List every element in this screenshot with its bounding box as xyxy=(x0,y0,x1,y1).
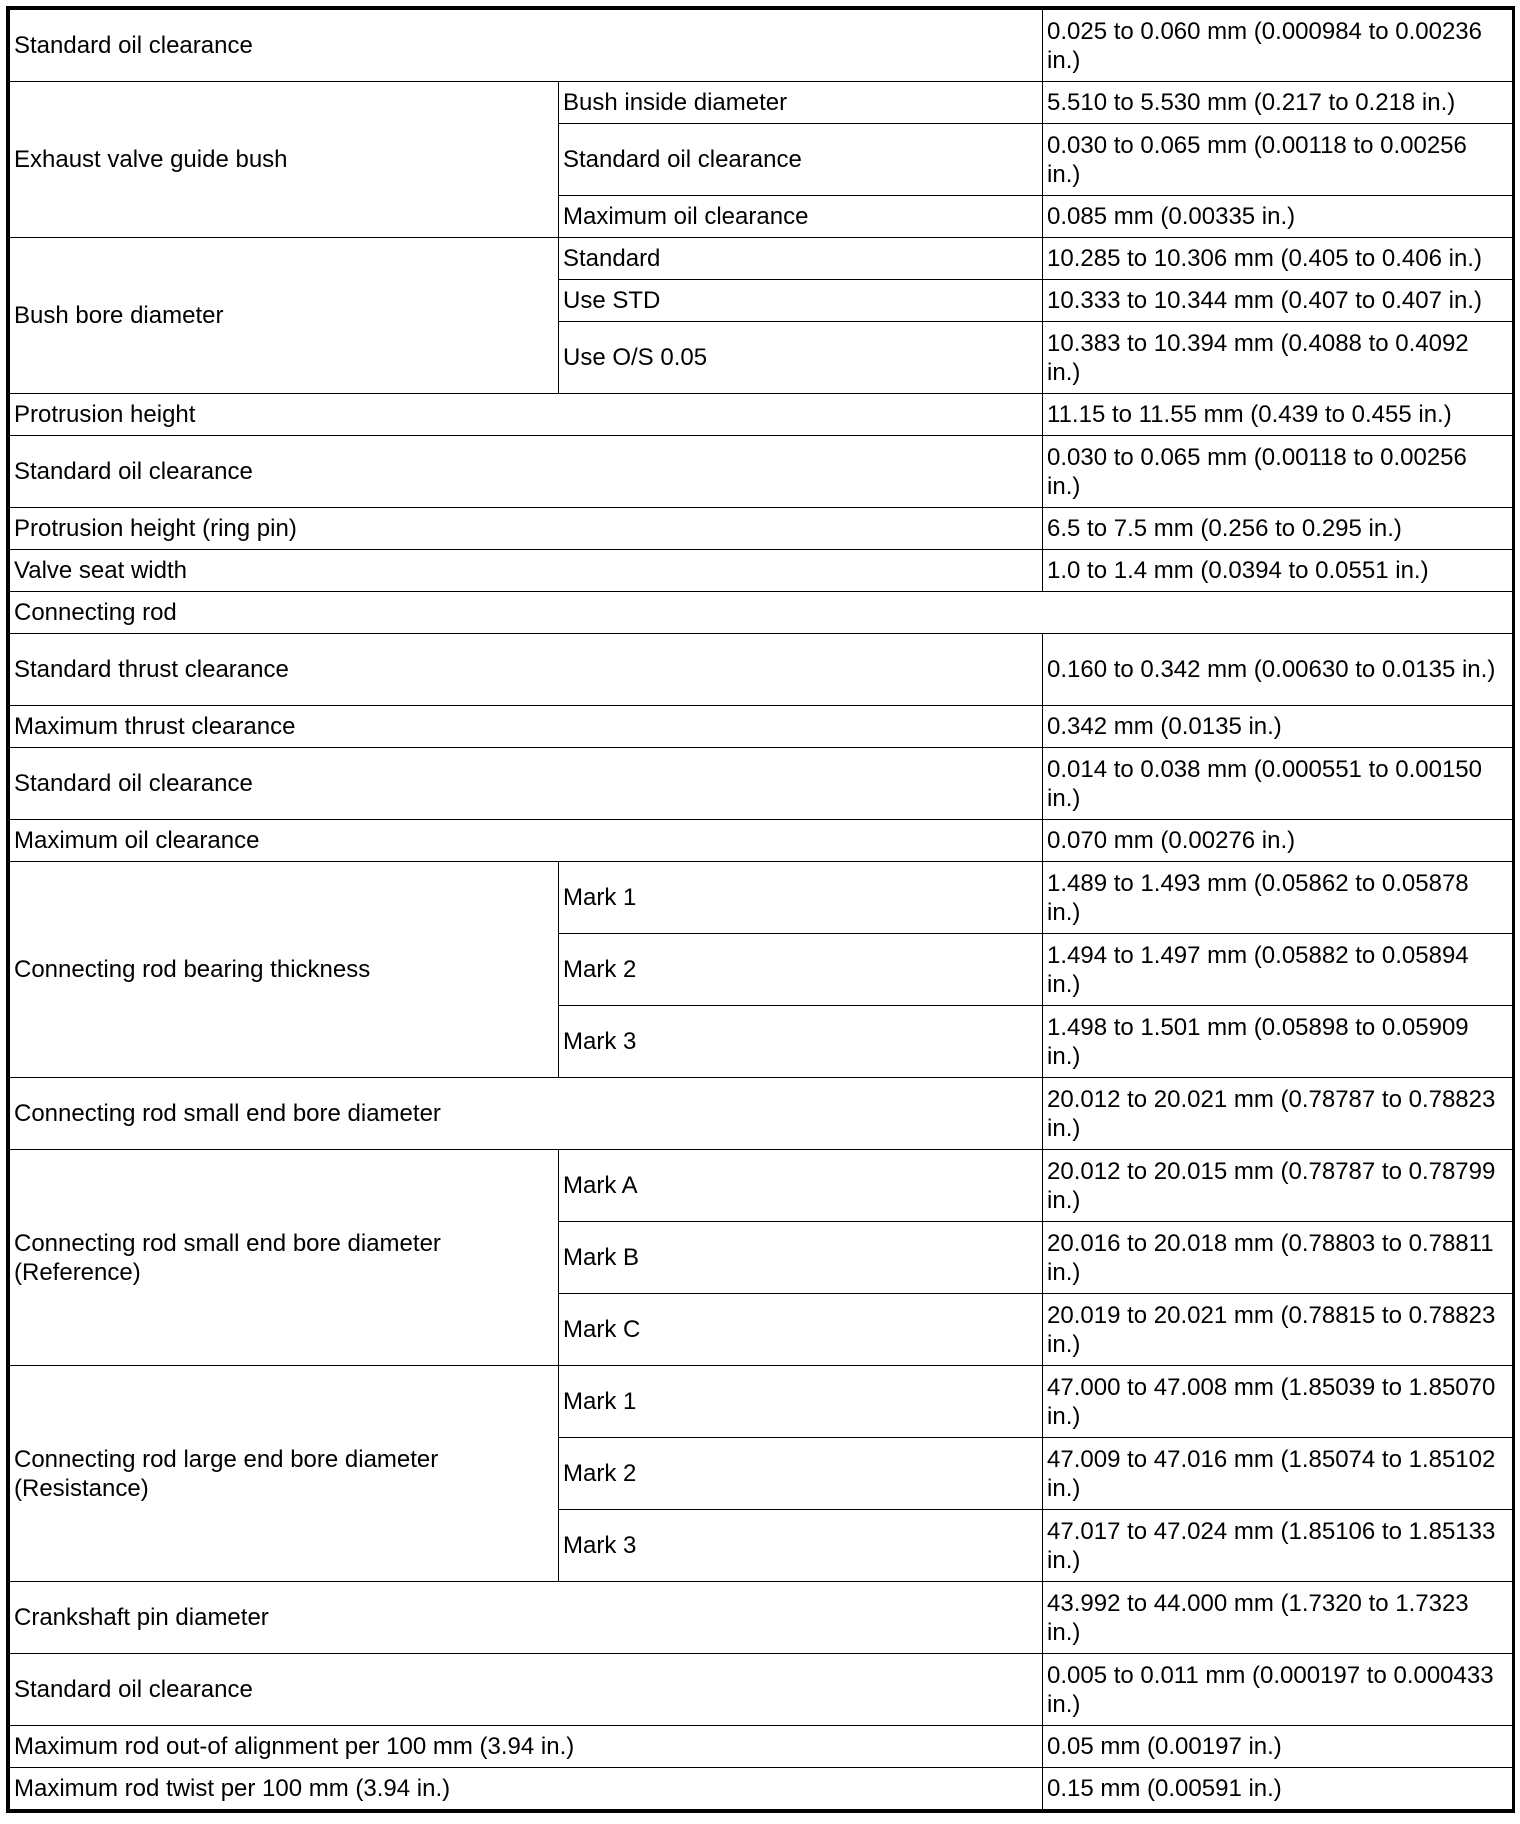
spec-subitem-cell: Mark B xyxy=(559,1222,1043,1294)
table-row xyxy=(10,238,1513,280)
table-row xyxy=(10,394,1513,436)
spec-value-cell: 0.085 mm (0.00335 in.) xyxy=(1043,196,1513,238)
spec-item-cell: Standard oil clearance xyxy=(10,436,1043,508)
table-row xyxy=(10,1150,1513,1222)
table-row xyxy=(10,1582,1513,1654)
table-row xyxy=(10,1366,1513,1438)
section-heading-cell: Connecting rod xyxy=(10,592,1513,634)
spec-subitem-cell: Standard oil clearance xyxy=(559,124,1043,196)
spec-subitem-cell: Standard xyxy=(559,238,1043,280)
spec-value-cell: 5.510 to 5.530 mm (0.217 to 0.218 in.) xyxy=(1043,82,1513,124)
spec-value-cell: 1.489 to 1.493 mm (0.05862 to 0.05878 in.) xyxy=(1043,862,1513,934)
table-row xyxy=(10,1654,1513,1726)
spec-item-cell: Standard oil clearance xyxy=(10,748,1043,820)
spec-value-cell: 20.019 to 20.021 mm (0.78815 to 0.78823 in.) xyxy=(1043,1294,1513,1366)
spec-subitem-cell: Maximum oil clearance xyxy=(559,196,1043,238)
spec-value-cell: 0.030 to 0.065 mm (0.00118 to 0.00256 in.) xyxy=(1043,124,1513,196)
spec-item-cell: Standard oil clearance xyxy=(10,10,1043,82)
table-row xyxy=(10,592,1513,634)
spec-value-cell: 0.030 to 0.065 mm (0.00118 to 0.00256 in.) xyxy=(1043,436,1513,508)
spec-group-cell: Bush bore diameter xyxy=(10,238,559,394)
spec-value-cell: 0.15 mm (0.00591 in.) xyxy=(1043,1768,1513,1810)
spec-value-cell: 10.333 to 10.344 mm (0.407 to 0.407 in.) xyxy=(1043,280,1513,322)
table-row xyxy=(10,748,1513,820)
spec-item-cell: Connecting rod small end bore diameter xyxy=(10,1078,1043,1150)
spec-subitem-cell: Mark 2 xyxy=(559,1438,1043,1510)
spec-item-cell: Maximum thrust clearance xyxy=(10,706,1043,748)
spec-item-cell: Standard thrust clearance xyxy=(10,634,1043,706)
spec-value-cell: 10.383 to 10.394 mm (0.4088 to 0.4092 in.) xyxy=(1043,322,1513,394)
spec-subitem-cell: Mark C xyxy=(559,1294,1043,1366)
spec-subitem-cell: Mark A xyxy=(559,1150,1043,1222)
spec-value-cell: 0.160 to 0.342 mm (0.00630 to 0.0135 in.) xyxy=(1043,634,1513,706)
spec-item-cell: Maximum oil clearance xyxy=(10,820,1043,862)
spec-value-cell: 1.498 to 1.501 mm (0.05898 to 0.05909 in.) xyxy=(1043,1006,1513,1078)
spec-item-cell: Standard oil clearance xyxy=(10,1654,1043,1726)
spec-subitem-cell: Use O/S 0.05 xyxy=(559,322,1043,394)
spec-value-cell: 20.016 to 20.018 mm (0.78803 to 0.78811 in.) xyxy=(1043,1222,1513,1294)
table-row xyxy=(10,1768,1513,1810)
spec-value-cell: 0.014 to 0.038 mm (0.000551 to 0.00150 in.) xyxy=(1043,748,1513,820)
spec-value-cell: 0.025 to 0.060 mm (0.000984 to 0.00236 in.) xyxy=(1043,10,1513,82)
table-row xyxy=(10,1726,1513,1768)
spec-item-cell: Crankshaft pin diameter xyxy=(10,1582,1043,1654)
spec-item-cell: Valve seat width xyxy=(10,550,1043,592)
spec-value-cell: 0.05 mm (0.00197 in.) xyxy=(1043,1726,1513,1768)
spec-subitem-cell: Mark 2 xyxy=(559,934,1043,1006)
spec-table xyxy=(9,9,1513,1810)
spec-group-cell: Connecting rod bearing thickness xyxy=(10,862,559,1078)
spec-item-cell: Maximum rod out-of alignment per 100 mm (3.94 in.) xyxy=(10,1726,1043,1768)
spec-value-cell: 11.15 to 11.55 mm (0.439 to 0.455 in.) xyxy=(1043,394,1513,436)
spec-value-cell: 43.992 to 44.000 mm (1.7320 to 1.7323 in.) xyxy=(1043,1582,1513,1654)
spec-item-cell: Protrusion height (ring pin) xyxy=(10,508,1043,550)
spec-group-cell: Connecting rod large end bore diameter (Resistance) xyxy=(10,1366,559,1582)
spec-value-cell: 1.494 to 1.497 mm (0.05882 to 0.05894 in.) xyxy=(1043,934,1513,1006)
spec-value-cell: 20.012 to 20.021 mm (0.78787 to 0.78823 in.) xyxy=(1043,1078,1513,1150)
table-row xyxy=(10,634,1513,706)
spec-value-cell: 47.000 to 47.008 mm (1.85039 to 1.85070 in.) xyxy=(1043,1366,1513,1438)
spec-subitem-cell: Mark 1 xyxy=(559,862,1043,934)
table-row xyxy=(10,820,1513,862)
table-row xyxy=(10,1078,1513,1150)
spec-subitem-cell: Mark 3 xyxy=(559,1006,1043,1078)
spec-value-cell: 47.009 to 47.016 mm (1.85074 to 1.85102 in.) xyxy=(1043,1438,1513,1510)
spec-value-cell: 6.5 to 7.5 mm (0.256 to 0.295 in.) xyxy=(1043,508,1513,550)
spec-subitem-cell: Use STD xyxy=(559,280,1043,322)
spec-value-cell: 0.342 mm (0.0135 in.) xyxy=(1043,706,1513,748)
spec-value-cell: 1.0 to 1.4 mm (0.0394 to 0.0551 in.) xyxy=(1043,550,1513,592)
spec-subitem-cell: Bush inside diameter xyxy=(559,82,1043,124)
table-row xyxy=(10,436,1513,508)
spec-value-cell: 20.012 to 20.015 mm (0.78787 to 0.78799 in.) xyxy=(1043,1150,1513,1222)
spec-subitem-cell: Mark 1 xyxy=(559,1366,1043,1438)
spec-sheet xyxy=(6,6,1515,1813)
table-row xyxy=(10,82,1513,124)
spec-item-cell: Protrusion height xyxy=(10,394,1043,436)
table-row xyxy=(10,508,1513,550)
spec-value-cell: 0.070 mm (0.00276 in.) xyxy=(1043,820,1513,862)
table-row xyxy=(10,862,1513,934)
spec-item-cell: Maximum rod twist per 100 mm (3.94 in.) xyxy=(10,1768,1043,1810)
table-row xyxy=(10,706,1513,748)
spec-subitem-cell: Mark 3 xyxy=(559,1510,1043,1582)
spec-group-cell: Exhaust valve guide bush xyxy=(10,82,559,238)
spec-value-cell: 10.285 to 10.306 mm (0.405 to 0.406 in.) xyxy=(1043,238,1513,280)
spec-value-cell: 47.017 to 47.024 mm (1.85106 to 1.85133 in.) xyxy=(1043,1510,1513,1582)
spec-value-cell: 0.005 to 0.011 mm (0.000197 to 0.000433 in.) xyxy=(1043,1654,1513,1726)
spec-group-cell: Connecting rod small end bore diameter (Reference) xyxy=(10,1150,559,1366)
table-row xyxy=(10,550,1513,592)
table-row xyxy=(10,10,1513,82)
